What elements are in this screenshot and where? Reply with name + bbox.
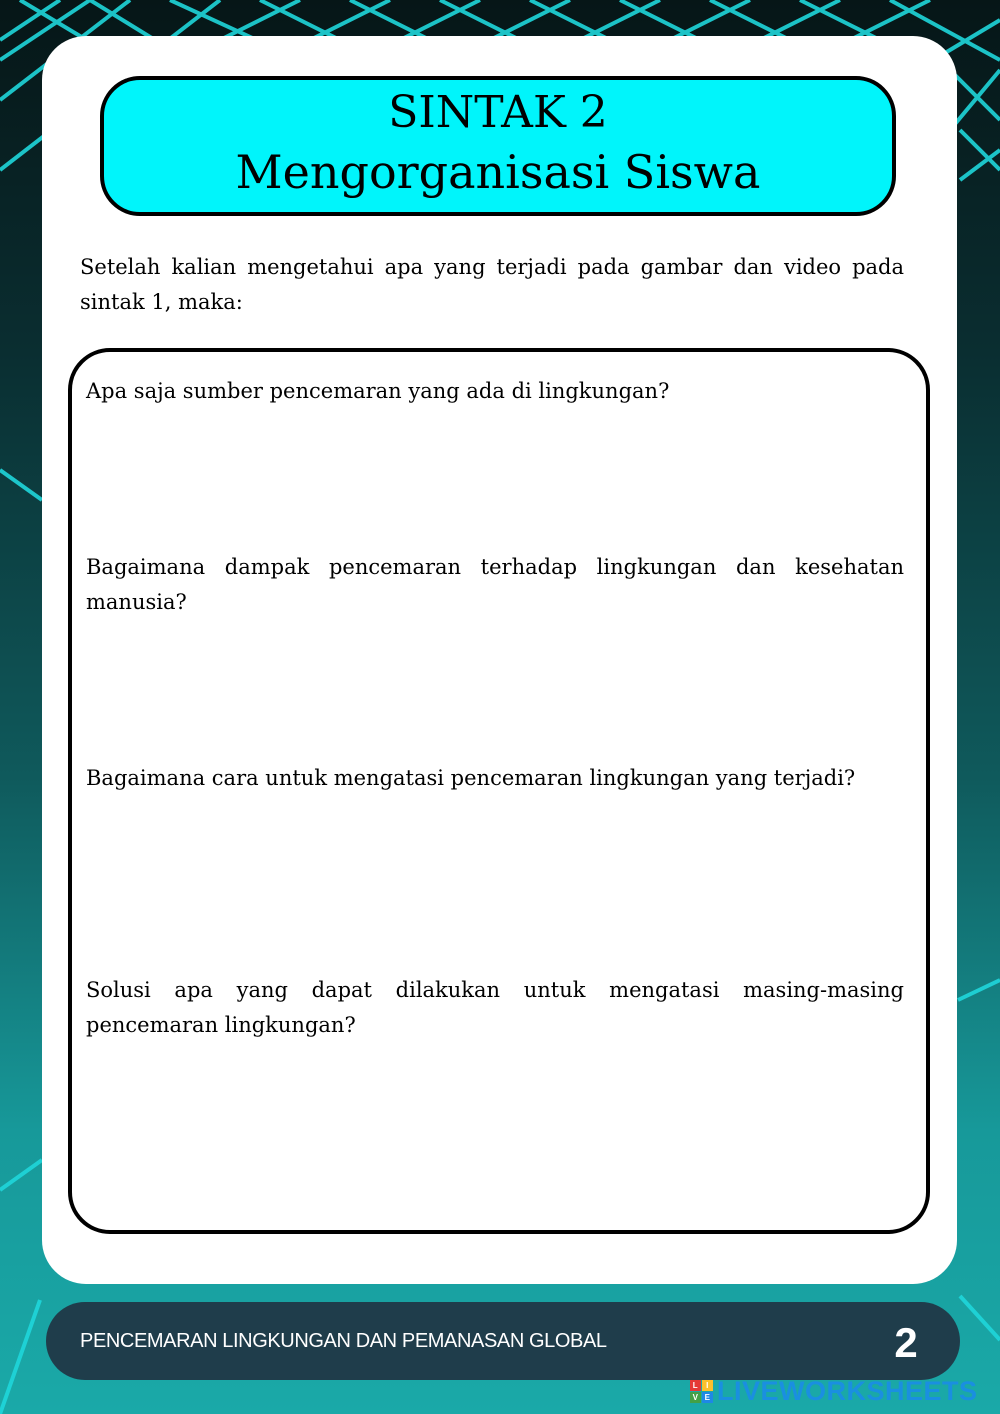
page-number: 2 <box>894 1319 918 1366</box>
question-4: Solusi apa yang dapat dilakukan untuk mengatasi masing-masing pencemaran lingkungan? <box>86 978 904 1037</box>
title-line-1: SINTAK 2 <box>388 87 608 138</box>
liveworksheets-brand: LIVEWORKSHEETS <box>717 1375 978 1406</box>
answer-area-2[interactable] <box>86 625 904 755</box>
answer-area-1[interactable] <box>86 414 904 544</box>
question-2: Bagaimana dampak pencemaran terhadap lingkungan dan kesehatan manusia? <box>86 555 904 614</box>
title-line-2: Mengorganisasi Siswa <box>235 145 761 199</box>
answer-area-3[interactable] <box>86 836 904 966</box>
question-3: Bagaimana cara untuk mengatasi pencemaran lingkungan yang terjadi? <box>86 766 856 790</box>
question-1: Apa saja sumber pencemaran yang ada di lingkungan? <box>86 379 670 403</box>
intro-text: Setelah kalian mengetahui apa yang terjadi pada gambar dan video pada sintak 1, maka: <box>80 255 904 314</box>
title-banner <box>100 76 896 216</box>
answer-area-4[interactable] <box>86 1048 904 1218</box>
footer-title: PENCEMARAN LINGKUNGAN DAN PEMANASAN GLOBAL <box>80 1330 607 1352</box>
liveworksheets-logo[interactable] <box>690 1376 978 1406</box>
liveworksheets-icon: L I V E <box>690 1380 713 1403</box>
